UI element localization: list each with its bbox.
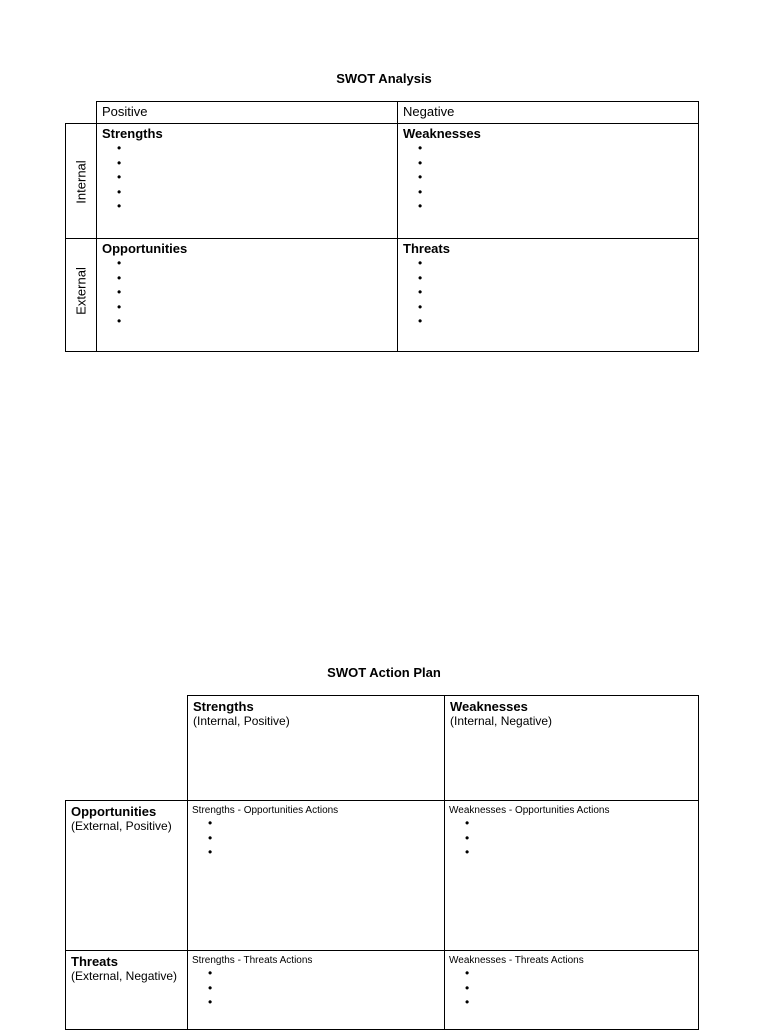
bullet: • <box>418 170 423 185</box>
weaknesses-bullet-list <box>398 141 698 214</box>
wt-actions-title: Weaknesses - Threats Actions <box>449 955 584 966</box>
wt-actions-cell <box>444 950 699 1030</box>
row-label-external: External <box>73 267 89 315</box>
so-actions-title: Strengths - Opportunities Actions <box>192 805 339 816</box>
swot-action-plan-title: SWOT Action Plan <box>327 665 441 680</box>
row-label-internal-cell <box>65 123 97 239</box>
bullet: • <box>117 170 122 185</box>
wo-actions-cell <box>444 800 699 951</box>
bullet: • <box>208 845 213 860</box>
so-actions-cell <box>187 800 445 951</box>
row-opportunities-title: Opportunities <box>71 804 157 819</box>
row-label-external-cell <box>65 238 97 352</box>
bullet: • <box>117 184 122 199</box>
row-threats <box>65 950 188 1030</box>
row-threats-subtitle: (External, Negative) <box>71 969 178 983</box>
header-weaknesses-title: Weaknesses <box>450 699 528 714</box>
header-weaknesses-subtitle: (Internal, Negative) <box>450 714 553 728</box>
wo-actions-title: Weaknesses - Opportunities Actions <box>449 805 610 816</box>
bullet: • <box>208 980 213 995</box>
so-actions-bullet-list <box>188 816 444 860</box>
bullet: • <box>418 270 423 285</box>
quadrant-opportunities-title: Opportunities <box>102 241 188 256</box>
bullet: • <box>465 830 470 845</box>
bullet: • <box>117 314 122 329</box>
bullet: • <box>117 155 122 170</box>
bullet: • <box>418 199 423 214</box>
bullet: • <box>208 816 213 830</box>
quadrant-opportunities <box>96 238 398 352</box>
threats-bullet-list <box>398 256 698 329</box>
opportunities-bullet-list <box>97 256 397 329</box>
row-opportunities <box>65 800 188 951</box>
wt-actions-bullet-list <box>445 966 698 1010</box>
header-weaknesses <box>444 695 699 801</box>
quadrant-weaknesses <box>397 123 699 239</box>
header-strengths-subtitle: (Internal, Positive) <box>193 714 290 728</box>
bullet: • <box>418 299 423 314</box>
bullet: • <box>208 995 213 1010</box>
header-positive: Positive <box>96 101 398 124</box>
st-actions-cell <box>187 950 445 1030</box>
bullet: • <box>117 270 122 285</box>
quadrant-threats <box>397 238 699 352</box>
bullet: • <box>117 299 122 314</box>
row-threats-title: Threats <box>71 954 118 969</box>
bullet: • <box>465 966 470 980</box>
bullet: • <box>465 995 470 1010</box>
row-label-internal: Internal <box>73 160 89 204</box>
bullet: • <box>465 845 470 860</box>
bullet: • <box>418 184 423 199</box>
bullet: • <box>418 256 423 270</box>
bullet: • <box>418 155 423 170</box>
quadrant-strengths <box>96 123 398 239</box>
bullet: • <box>465 816 470 830</box>
wo-actions-bullet-list <box>445 816 698 860</box>
quadrant-weaknesses-title: Weaknesses <box>403 126 481 141</box>
swot-analysis-title: SWOT Analysis <box>336 71 432 86</box>
header-negative: Negative <box>397 101 699 124</box>
bullet: • <box>117 141 122 155</box>
st-actions-bullet-list <box>188 966 444 1010</box>
bullet: • <box>208 830 213 845</box>
header-strengths <box>187 695 445 801</box>
bullet: • <box>418 314 423 329</box>
bullet: • <box>208 966 213 980</box>
quadrant-strengths-title: Strengths <box>102 126 163 141</box>
quadrant-threats-title: Threats <box>403 241 450 256</box>
strengths-bullet-list <box>97 141 397 214</box>
bullet: • <box>117 256 122 270</box>
bullet: • <box>418 141 423 155</box>
bullet: • <box>117 285 122 300</box>
bullet: • <box>418 285 423 300</box>
bullet: • <box>117 199 122 214</box>
bullet: • <box>465 980 470 995</box>
header-strengths-title: Strengths <box>193 699 254 714</box>
row-opportunities-subtitle: (External, Positive) <box>71 819 172 833</box>
st-actions-title: Strengths - Threats Actions <box>192 955 313 966</box>
